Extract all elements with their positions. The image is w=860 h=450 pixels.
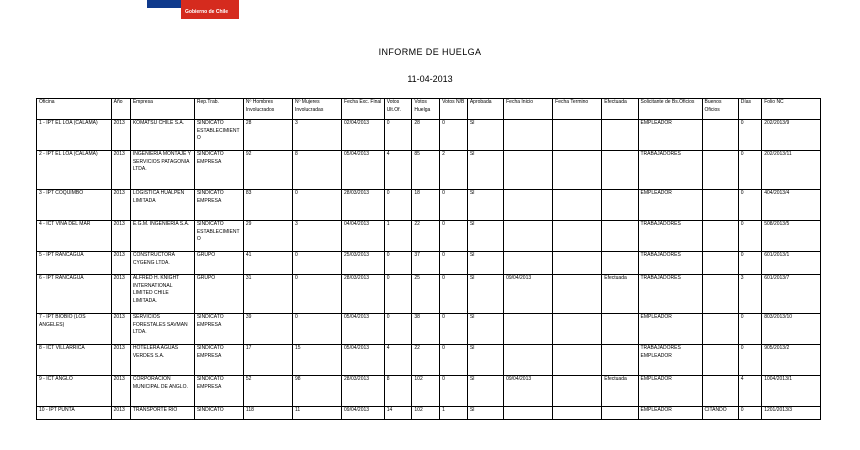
logo-text: Gobierno de Chile <box>185 9 229 15</box>
cell-hombres: 31 <box>243 275 292 314</box>
cell-aprobada: SI <box>467 221 503 252</box>
cell-solicitante: TRABAJADORES <box>638 252 702 275</box>
cell-termino <box>553 120 602 151</box>
cell-votos-huelga: 25 <box>412 275 440 314</box>
cell-aprobada: SI <box>467 376 503 407</box>
cell-empresa: HOTELERA AGUAS VERDES S.A. <box>130 345 194 376</box>
col-header-efectuada: Efectuada <box>602 99 638 120</box>
table-row <box>37 314 821 345</box>
cell-votos-huelga: 102 <box>412 407 440 420</box>
cell-inicio <box>504 151 553 190</box>
cell-inicio: 09/04/2013 <box>504 275 553 314</box>
cell-dias: 4 <box>738 376 761 407</box>
cell-folio: 202/2013/11 <box>762 151 821 190</box>
cell-termino <box>553 314 602 345</box>
logo-blue-block <box>147 0 181 8</box>
table-row <box>37 120 821 151</box>
cell-anio: 2013 <box>111 190 130 221</box>
cell-hombres: 39 <box>243 314 292 345</box>
cell-folio: 601/2013/7 <box>762 275 821 314</box>
cell-buenos: CITANDO <box>702 407 738 420</box>
cell-folio: 803/2013/10 <box>762 314 821 345</box>
cell-aprobada: SI <box>467 252 503 275</box>
cell-buenos <box>702 252 738 275</box>
cell-inicio <box>504 190 553 221</box>
cell-votos-nb: 0 <box>440 376 468 407</box>
cell-inicio <box>504 120 553 151</box>
cell-fecha-exc: 05/04/2013 <box>342 151 385 190</box>
cell-empresa: CONSTRUCTORA CYGENG LTDA. <box>130 252 194 275</box>
cell-mujeres: 3 <box>292 120 341 151</box>
cell-inicio <box>504 221 553 252</box>
cell-votos-huelga: 22 <box>412 221 440 252</box>
cell-rep: SINDICATO ESTABLECIMIENTO <box>194 221 243 252</box>
cell-votos-nb: 0 <box>440 190 468 221</box>
table-row <box>37 345 821 376</box>
cell-votos-ult: 1 <box>384 221 412 252</box>
cell-votos-ult: 14 <box>384 407 412 420</box>
cell-votos-huelga: 38 <box>412 314 440 345</box>
cell-empresa: INGENIERIA MONTAJE Y SERVICIOS PATAGONIA LTDA. <box>130 151 194 190</box>
cell-oficina: 5 - IPT RANCAGUA <box>37 252 112 275</box>
col-header-mujeres: Nº Mujeres Involucradas <box>292 99 341 120</box>
cell-aprobada: SI <box>467 151 503 190</box>
cell-solicitante: EMPLEADOR <box>638 376 702 407</box>
cell-aprobada: SI <box>467 314 503 345</box>
col-header-fecha-termino: Fecha Termino <box>553 99 602 120</box>
gobierno-logo <box>147 0 239 19</box>
table-header-row <box>37 99 821 120</box>
cell-votos-huelga: 85 <box>412 151 440 190</box>
cell-oficina: 3 - IPT COQUIMBO <box>37 190 112 221</box>
cell-buenos <box>702 120 738 151</box>
col-header-fecha-exc: Fecha Exc. Final <box>342 99 385 120</box>
col-header-fecha-inicio: Fecha Inicio <box>504 99 553 120</box>
cell-anio: 2013 <box>111 120 130 151</box>
cell-votos-nb: 0 <box>440 221 468 252</box>
cell-mujeres: 0 <box>292 190 341 221</box>
cell-inicio <box>504 407 553 420</box>
cell-dias: 0 <box>738 190 761 221</box>
col-header-empresa: Empresa <box>130 99 194 120</box>
cell-votos-nb: 0 <box>440 275 468 314</box>
table-row <box>37 407 821 420</box>
cell-rep: SINDICATO EMPRESA <box>194 190 243 221</box>
cell-mujeres: 11 <box>292 407 341 420</box>
cell-votos-nb: 0 <box>440 314 468 345</box>
cell-empresa: ALFRED H. KNIGHT INTERNATIONAL LIMITED CHILE LIMITADA. <box>130 275 194 314</box>
cell-termino <box>553 345 602 376</box>
cell-votos-ult: 0 <box>384 314 412 345</box>
cell-hombres: 17 <box>243 345 292 376</box>
cell-folio: 1201/2013/3 <box>762 407 821 420</box>
cell-solicitante: EMPLEADOR <box>638 120 702 151</box>
cell-anio: 2013 <box>111 252 130 275</box>
cell-anio: 2013 <box>111 314 130 345</box>
col-header-votos-ult: Votos Ult.Of. <box>384 99 412 120</box>
cell-votos-nb: 2 <box>440 151 468 190</box>
cell-aprobada: SI <box>467 407 503 420</box>
cell-votos-ult: 8 <box>384 376 412 407</box>
cell-aprobada: SI <box>467 275 503 314</box>
cell-fecha-exc: 02/04/2013 <box>342 120 385 151</box>
cell-dias: 0 <box>738 314 761 345</box>
cell-buenos <box>702 314 738 345</box>
cell-folio: 202/2013/9 <box>762 120 821 151</box>
cell-votos-huelga: 18 <box>412 190 440 221</box>
cell-votos-ult: 0 <box>384 252 412 275</box>
cell-mujeres: 0 <box>292 314 341 345</box>
cell-votos-huelga: 102 <box>412 376 440 407</box>
cell-votos-ult: 4 <box>384 151 412 190</box>
cell-efectuada: Efectuada <box>602 376 638 407</box>
col-header-anio: Año <box>111 99 130 120</box>
cell-buenos <box>702 376 738 407</box>
cell-votos-huelga: 37 <box>412 252 440 275</box>
cell-termino <box>553 407 602 420</box>
cell-hombres: 83 <box>243 190 292 221</box>
cell-dias: 0 <box>738 151 761 190</box>
cell-anio: 2013 <box>111 221 130 252</box>
cell-rep: GRUPO <box>194 275 243 314</box>
cell-termino <box>553 221 602 252</box>
cell-mujeres: 0 <box>292 275 341 314</box>
cell-rep: SINDICATO <box>194 407 243 420</box>
cell-fecha-exc: 28/03/2013 <box>342 376 385 407</box>
cell-mujeres: 3 <box>292 221 341 252</box>
cell-oficina: 10 - IPT PUNTA <box>37 407 112 420</box>
table-row <box>37 151 821 190</box>
cell-rep: SINDICATO EMPRESA <box>194 151 243 190</box>
cell-inicio: 09/04/2013 <box>504 376 553 407</box>
cell-rep: SINDICATO EMPRESA <box>194 376 243 407</box>
cell-efectuada <box>602 120 638 151</box>
cell-fecha-exc: 28/03/2013 <box>342 190 385 221</box>
cell-inicio <box>504 314 553 345</box>
cell-inicio <box>504 345 553 376</box>
cell-solicitante: TRABAJADORES <box>638 275 702 314</box>
cell-mujeres: 98 <box>292 376 341 407</box>
cell-fecha-exc: 09/04/2013 <box>342 407 385 420</box>
col-header-oficina: Oficina <box>37 99 112 120</box>
cell-buenos <box>702 190 738 221</box>
col-header-folio: Folio NC <box>762 99 821 120</box>
cell-termino <box>553 151 602 190</box>
strike-report-table <box>36 98 821 420</box>
col-header-hombres: Nº Hombres Involucrados <box>243 99 292 120</box>
cell-oficina: 8 - ICT VILLARRICA <box>37 345 112 376</box>
cell-hombres: 28 <box>243 120 292 151</box>
cell-rep: SINDICATO ESTABLECIMIENTO <box>194 120 243 151</box>
cell-oficina: 7 - IPT BIOBIO (LOS ANGELES) <box>37 314 112 345</box>
cell-votos-ult: 4 <box>384 345 412 376</box>
cell-hombres: 41 <box>243 252 292 275</box>
col-header-buenos-oficios: Buenos Oficios <box>702 99 738 120</box>
cell-efectuada <box>602 252 638 275</box>
cell-solicitante: EMPLEADOR <box>638 407 702 420</box>
cell-buenos <box>702 275 738 314</box>
report-date: 11-04-2013 <box>407 74 453 84</box>
cell-hombres: 52 <box>243 376 292 407</box>
cell-fecha-exc: 05/04/2013 <box>342 314 385 345</box>
cell-folio: 1004/2013/1 <box>762 376 821 407</box>
cell-hombres: 118 <box>243 407 292 420</box>
cell-oficina: 4 - ICT VIÑA DEL MAR <box>37 221 112 252</box>
cell-rep: GRUPO <box>194 252 243 275</box>
cell-fecha-exc: 28/03/2013 <box>342 275 385 314</box>
col-header-votos-huelga: Votos Huelga <box>412 99 440 120</box>
cell-folio: 404/2013/4 <box>762 190 821 221</box>
cell-inicio <box>504 252 553 275</box>
cell-efectuada <box>602 190 638 221</box>
cell-folio: 508/2013/5 <box>762 221 821 252</box>
cell-efectuada <box>602 221 638 252</box>
col-header-dias: Días <box>738 99 761 120</box>
cell-termino <box>553 190 602 221</box>
cell-mujeres: 15 <box>292 345 341 376</box>
col-header-rep-trab: Rep.Trab. <box>194 99 243 120</box>
cell-folio: 905/2013/2 <box>762 345 821 376</box>
cell-anio: 2013 <box>111 151 130 190</box>
cell-votos-ult: 0 <box>384 190 412 221</box>
cell-dias: 0 <box>738 345 761 376</box>
cell-buenos <box>702 151 738 190</box>
cell-empresa: SERVICIOS FORESTALES SAVMAN LTDA. <box>130 314 194 345</box>
cell-fecha-exc: 04/04/2013 <box>342 221 385 252</box>
cell-rep: SINDICATO EMPRESA <box>194 314 243 345</box>
cell-oficina: 6 - IPT RANCAGUA <box>37 275 112 314</box>
cell-hombres: 29 <box>243 221 292 252</box>
cell-dias: 3 <box>738 275 761 314</box>
cell-empresa: LOGISTICA HUALPEN LIMITADA <box>130 190 194 221</box>
cell-votos-ult: 0 <box>384 120 412 151</box>
cell-dias: 0 <box>738 252 761 275</box>
cell-fecha-exc: 25/03/2013 <box>342 252 385 275</box>
cell-mujeres: 8 <box>292 151 341 190</box>
cell-mujeres: 0 <box>292 252 341 275</box>
cell-fecha-exc: 05/04/2013 <box>342 345 385 376</box>
table-row <box>37 275 821 314</box>
col-header-aprobada: Aprobada <box>467 99 503 120</box>
cell-oficina: 9 - ICT ANGLO <box>37 376 112 407</box>
cell-aprobada: SI <box>467 190 503 221</box>
cell-efectuada: Efectuada <box>602 275 638 314</box>
cell-dias: 0 <box>738 120 761 151</box>
cell-dias: 0 <box>738 221 761 252</box>
col-header-solicitante: Solicitante de Bs.Oficios <box>638 99 702 120</box>
cell-anio: 2013 <box>111 345 130 376</box>
cell-votos-nb: 1 <box>440 407 468 420</box>
cell-solicitante: TRABAJADORES EMPLEADOR <box>638 345 702 376</box>
cell-aprobada: SI <box>467 120 503 151</box>
cell-anio: 2013 <box>111 407 130 420</box>
col-header-votos-nb: Votos N/B <box>440 99 468 120</box>
cell-oficina: 1 - IPT EL LOA (CALAMA) <box>37 120 112 151</box>
report-title: INFORME DE HUELGA <box>378 47 482 57</box>
cell-hombres: 92 <box>243 151 292 190</box>
cell-solicitante: TRABAJADORES <box>638 151 702 190</box>
cell-votos-huelga: 22 <box>412 345 440 376</box>
cell-efectuada <box>602 407 638 420</box>
cell-empresa: E.G.M. INGENIERIA S.A. <box>130 221 194 252</box>
table-row <box>37 221 821 252</box>
cell-rep: SINDICATO EMPRESA <box>194 345 243 376</box>
cell-solicitante: EMPLEADOR <box>638 190 702 221</box>
cell-termino <box>553 275 602 314</box>
cell-buenos <box>702 221 738 252</box>
cell-termino <box>553 376 602 407</box>
cell-oficina: 2 - IPT EL LOA (CALAMA) <box>37 151 112 190</box>
cell-votos-nb: 0 <box>440 120 468 151</box>
table-row <box>37 190 821 221</box>
cell-empresa: TRANSPORTE RIO <box>130 407 194 420</box>
cell-empresa: KOMATSU CHILE S.A. <box>130 120 194 151</box>
cell-efectuada <box>602 345 638 376</box>
table-row <box>37 252 821 275</box>
cell-efectuada <box>602 151 638 190</box>
cell-anio: 2013 <box>111 275 130 314</box>
cell-votos-ult: 0 <box>384 275 412 314</box>
table-row <box>37 376 821 407</box>
cell-aprobada: SI <box>467 345 503 376</box>
cell-votos-nb: 0 <box>440 345 468 376</box>
cell-anio: 2013 <box>111 376 130 407</box>
cell-votos-huelga: 28 <box>412 120 440 151</box>
cell-efectuada <box>602 314 638 345</box>
cell-solicitante: EMPLEADOR <box>638 314 702 345</box>
cell-folio: 601/2013/1 <box>762 252 821 275</box>
cell-votos-nb: 0 <box>440 252 468 275</box>
cell-termino <box>553 252 602 275</box>
cell-empresa: CORPORACION MUNICIPAL DE ANGLO. <box>130 376 194 407</box>
cell-buenos <box>702 345 738 376</box>
cell-solicitante: TRABAJADORES <box>638 221 702 252</box>
cell-dias: 0 <box>738 407 761 420</box>
